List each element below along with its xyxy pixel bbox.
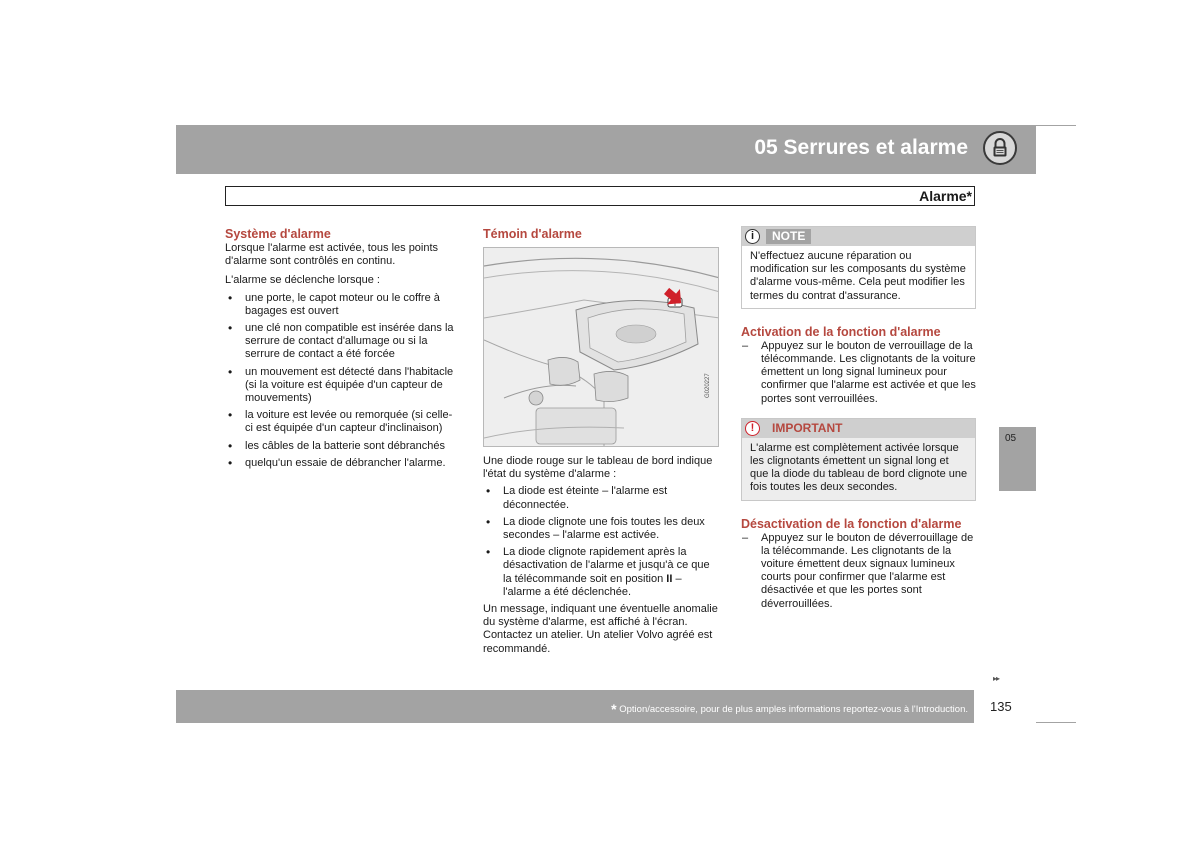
- list-item-text: La diode clignote rapidement après la désactivation de l'alarme et jusqu'à ce que la télécommande soit en position: [503, 546, 710, 585]
- footer-rule: [1036, 722, 1076, 723]
- heading-alarm-system: Système d'alarme: [225, 227, 331, 241]
- footer-note: [611, 701, 968, 717]
- section-title-frame: [225, 186, 975, 206]
- paragraph-led-intro: Une diode rouge sur le tableau de bord indique l'état du système d'alarme :: [483, 455, 713, 481]
- deactivation-steps: [741, 532, 976, 611]
- footer-asterisk: *: [611, 701, 617, 717]
- chapter-title: 05 Serrures et alarme: [754, 136, 968, 159]
- important-callout: [741, 418, 976, 501]
- important-text: L'alarme est complètement activée lorsque les clignotants émettent un signal long et que la diode du tableau de bord clignote une fois toutes les deux secondes.: [742, 438, 975, 500]
- list-item: • les câbles de la batterie sont débranchés: [225, 440, 460, 453]
- heading-activation: Activation de la fonction d'alarme: [741, 324, 941, 339]
- step-item: – Appuyez sur le bouton de déverrouillage de la télécommande. Les clignotants de la voiture émettent deux signaux lumineux courts pour confirmer que l'alarme est désactivée et que les portes sont déverrouillées.: [741, 532, 976, 611]
- list-item: • un mouvement est détecté dans l'habitacle (si la voiture est équipée d'un capteur de mouvements): [225, 366, 460, 406]
- column-activation: [741, 226, 976, 611]
- column-alarm-system: [225, 227, 460, 470]
- paragraph-trigger-intro: L'alarme se déclenche lorsque :: [225, 274, 380, 287]
- note-text: N'effectuez aucune réparation ou modification sur les composants du système d'alarme vous-même. Cela peut modifier les termes du contrat d'assurance.: [750, 250, 966, 302]
- paragraph-outro: Un message, indiquant une éventuelle anomalie du système d'alarme, est affiché à l'écran. Contactez un atelier. Un atelier Volvo agréé est recommandé.: [483, 603, 718, 655]
- lock-icon: [983, 131, 1017, 165]
- heading-alarm-indicator: Témoin d'alarme: [483, 227, 582, 241]
- list-item: • une porte, le capot moteur ou le coffre à bagages est ouvert: [225, 292, 460, 318]
- activation-steps: [741, 340, 976, 406]
- side-tab-number: 05: [1005, 433, 1017, 444]
- key-position: II: [666, 572, 673, 585]
- paragraph-intro: Lorsque l'alarme est activée, tous les points d'alarme sont contrôlés en continu.: [225, 242, 439, 268]
- column-alarm-indicator: [483, 227, 719, 656]
- list-item-text: – l'alarme a été déclenchée.: [503, 572, 682, 598]
- note-label: NOTE: [766, 229, 811, 244]
- note-callout-header: [742, 227, 975, 246]
- page-number: 135: [990, 699, 1012, 714]
- info-icon: i: [745, 229, 760, 244]
- trigger-list: [225, 292, 460, 470]
- led-state-list: [483, 485, 719, 599]
- section-title: Alarme*: [919, 188, 972, 204]
- step-item: – Appuyez sur le bouton de verrouillage de la télécommande. Les clignotants de la voiture émettent un long signal lumineux pour confirmer que l'alarme est activée et que les portes sont verrouillées.: [741, 340, 976, 406]
- important-label: IMPORTANT: [772, 420, 843, 435]
- heading-deactivation: Désactivation de la fonction d'alarme: [741, 516, 962, 531]
- header-rule: [1036, 125, 1076, 126]
- important-callout-header: [742, 419, 975, 438]
- list-item: • La diode clignote une fois toutes les deux secondes – l'alarme est activée.: [483, 516, 719, 542]
- list-item: • une clé non compatible est insérée dans la serrure de contact d'allumage ou si la serrure de contact a été forcée: [225, 322, 460, 362]
- image-code: G020227: [705, 373, 711, 398]
- list-item: • la voiture est levée ou remorquée (si celle-ci est équipée d'un capteur d'inclinaison): [225, 409, 460, 435]
- list-item: • La diode est éteinte – l'alarme est déconnectée.: [483, 485, 719, 511]
- warning-icon: !: [745, 421, 760, 436]
- footer-note-text: Option/accessoire, pour de plus amples informations reportez-vous à l'Introduction.: [616, 704, 968, 715]
- dashboard-illustration: [483, 247, 719, 447]
- list-item: • quelqu'un essaie de débrancher l'alarme.: [225, 457, 460, 470]
- note-callout: [741, 226, 976, 309]
- list-item: [483, 546, 719, 599]
- continue-arrows-icon: ▸▸: [993, 674, 1000, 683]
